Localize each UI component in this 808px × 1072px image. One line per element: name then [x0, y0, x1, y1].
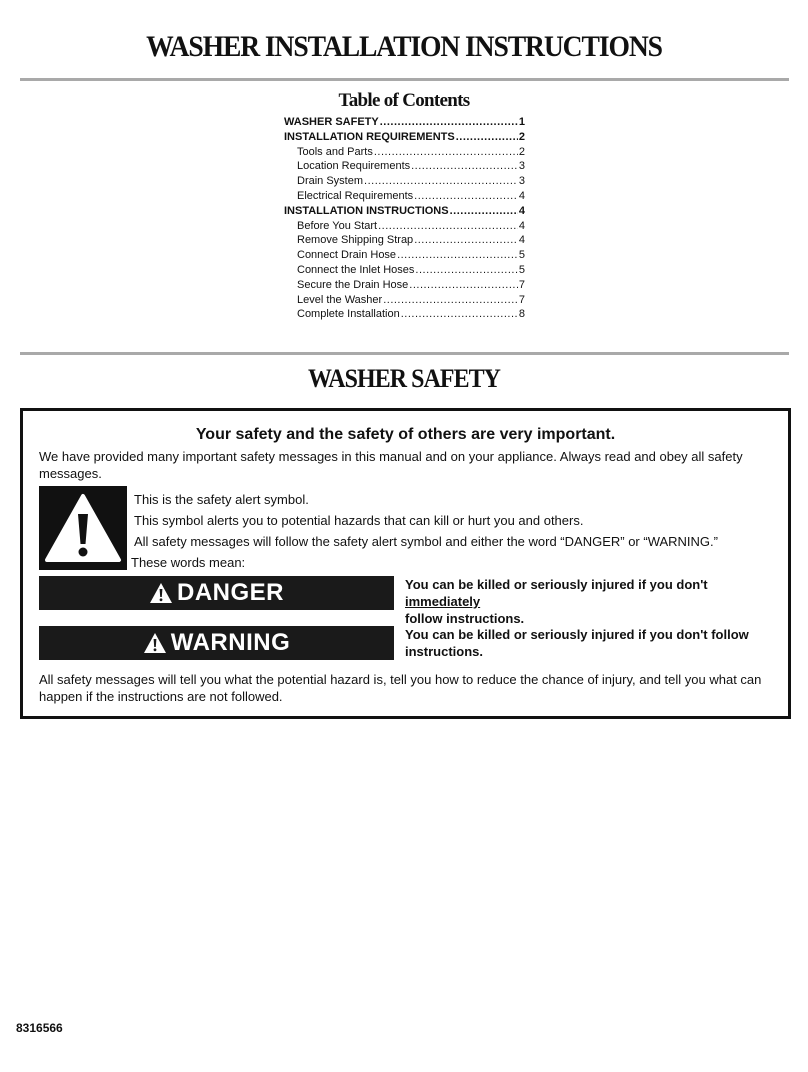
- toc-entry-page: 1: [518, 116, 525, 128]
- toc-entry-label: INSTALLATION INSTRUCTIONS: [284, 204, 449, 217]
- toc-entry-label: WASHER SAFETY: [284, 116, 379, 128]
- safety-footer: All safety messages will tell you what the potential hazard is, tell you how to reduce the chance of injury, and tell you what can happen if the instructions are not followed.: [39, 672, 762, 704]
- danger-emphasis: immediately: [405, 594, 481, 609]
- toc-entry: [284, 278, 525, 293]
- toc-leader-dots: [414, 233, 518, 248]
- symbol-line: This symbol alerts you to potential hazards that can kill or hurt you and others.: [134, 513, 584, 528]
- toc-entry-label: INSTALLATION REQUIREMENTS: [284, 130, 455, 143]
- danger-text: You can be killed or seriously injured if you don't: [405, 577, 708, 592]
- toc-entry-page: 2: [518, 145, 525, 158]
- toc-entry: [284, 159, 525, 174]
- toc-entry-page: 5: [518, 249, 525, 262]
- toc-leader-dots: [397, 248, 518, 263]
- toc-entry-label: Connect Drain Hose: [297, 249, 397, 262]
- toc-entry: [284, 145, 525, 160]
- toc-title: Table of Contents: [338, 90, 470, 111]
- toc-entry-label: Connect the Inlet Hoses: [297, 263, 415, 276]
- danger-signal-panel: [39, 576, 394, 610]
- toc-entry: [284, 174, 525, 189]
- toc-entry-label: Drain System: [297, 175, 364, 188]
- toc-entry-page: 4: [518, 189, 525, 202]
- symbol-line: All safety messages will follow the safety alert symbol and either the word “DANGER” or “WARNING.”: [134, 534, 718, 549]
- warning-message: You can be killed or seriously injured if you don't follow instructions.: [405, 627, 749, 659]
- danger-label: DANGER: [176, 579, 284, 606]
- toc-leader-dots: [401, 307, 518, 322]
- toc-entry: [284, 233, 525, 248]
- toc-entry-label: Complete Installation: [297, 308, 400, 321]
- toc-entry-label: Location Requirements: [297, 160, 411, 173]
- toc-entry: [284, 293, 525, 308]
- toc-entry: [284, 307, 525, 322]
- symbol-explanation: [131, 491, 774, 575]
- section-divider: [20, 352, 789, 355]
- toc-entry: [284, 189, 525, 204]
- toc-entry-page: 3: [518, 175, 525, 188]
- toc-entry-label: Before You Start: [297, 219, 378, 232]
- toc-leader-dots: [414, 189, 518, 204]
- toc-entry: [284, 219, 525, 234]
- toc-entry: [284, 115, 525, 130]
- toc-entry-page: 5: [518, 263, 525, 276]
- toc-entry-page: 4: [518, 219, 525, 232]
- table-of-contents: [284, 115, 525, 322]
- safety-heading: Your safety and the safety of others are very important.: [195, 426, 616, 443]
- safety-alert-icon: [39, 486, 127, 570]
- toc-entry: [284, 130, 525, 145]
- safety-box: [20, 408, 791, 719]
- top-divider: [20, 78, 789, 81]
- alert-triangle-icon: [143, 632, 167, 654]
- toc-leader-dots: [409, 278, 518, 293]
- toc-entry-label: Tools and Parts: [297, 145, 373, 158]
- toc-leader-dots: [374, 145, 518, 160]
- toc-leader-dots: [383, 293, 518, 308]
- alert-triangle-icon: [149, 582, 173, 604]
- safety-intro: We have provided many important safety messages in this manual and on your appliance. Always read and obey all safety messages.: [39, 449, 743, 481]
- toc-leader-dots: [380, 115, 518, 130]
- toc-leader-dots: [411, 159, 518, 174]
- warning-label: WARNING: [170, 629, 291, 656]
- part-number: 8316566: [16, 1021, 63, 1035]
- toc-entry-page: 7: [518, 278, 525, 291]
- warning-signal-panel: [39, 626, 394, 660]
- symbol-line: This is the safety alert symbol.: [134, 492, 309, 507]
- danger-text-end: follow instructions.: [405, 611, 525, 626]
- toc-entry-page: 7: [518, 293, 525, 306]
- toc-entry-page: 4: [518, 234, 525, 247]
- toc-leader-dots: [450, 204, 518, 219]
- page-title: WASHER INSTALLATION INSTRUCTIONS: [146, 30, 662, 63]
- toc-leader-dots: [364, 174, 518, 189]
- toc-entry-page: 8: [518, 308, 525, 321]
- toc-entry: [284, 204, 525, 219]
- toc-entry-page: 3: [518, 160, 525, 173]
- toc-entry-label: Level the Washer: [297, 293, 383, 306]
- toc-entry: [284, 248, 525, 263]
- toc-leader-dots: [378, 219, 518, 234]
- danger-message: [405, 576, 785, 627]
- toc-entry-label: Secure the Drain Hose: [297, 278, 409, 291]
- toc-entry: [284, 263, 525, 278]
- section-title: WASHER SAFETY: [307, 364, 501, 393]
- toc-leader-dots: [456, 130, 518, 145]
- toc-entry-label: Electrical Requirements: [297, 189, 414, 202]
- toc-entry-label: Remove Shipping Strap: [297, 234, 414, 247]
- symbol-line: These words mean:: [131, 555, 246, 570]
- toc-entry-page: 4: [518, 204, 525, 217]
- toc-entry-page: 2: [518, 130, 525, 143]
- toc-leader-dots: [415, 263, 517, 278]
